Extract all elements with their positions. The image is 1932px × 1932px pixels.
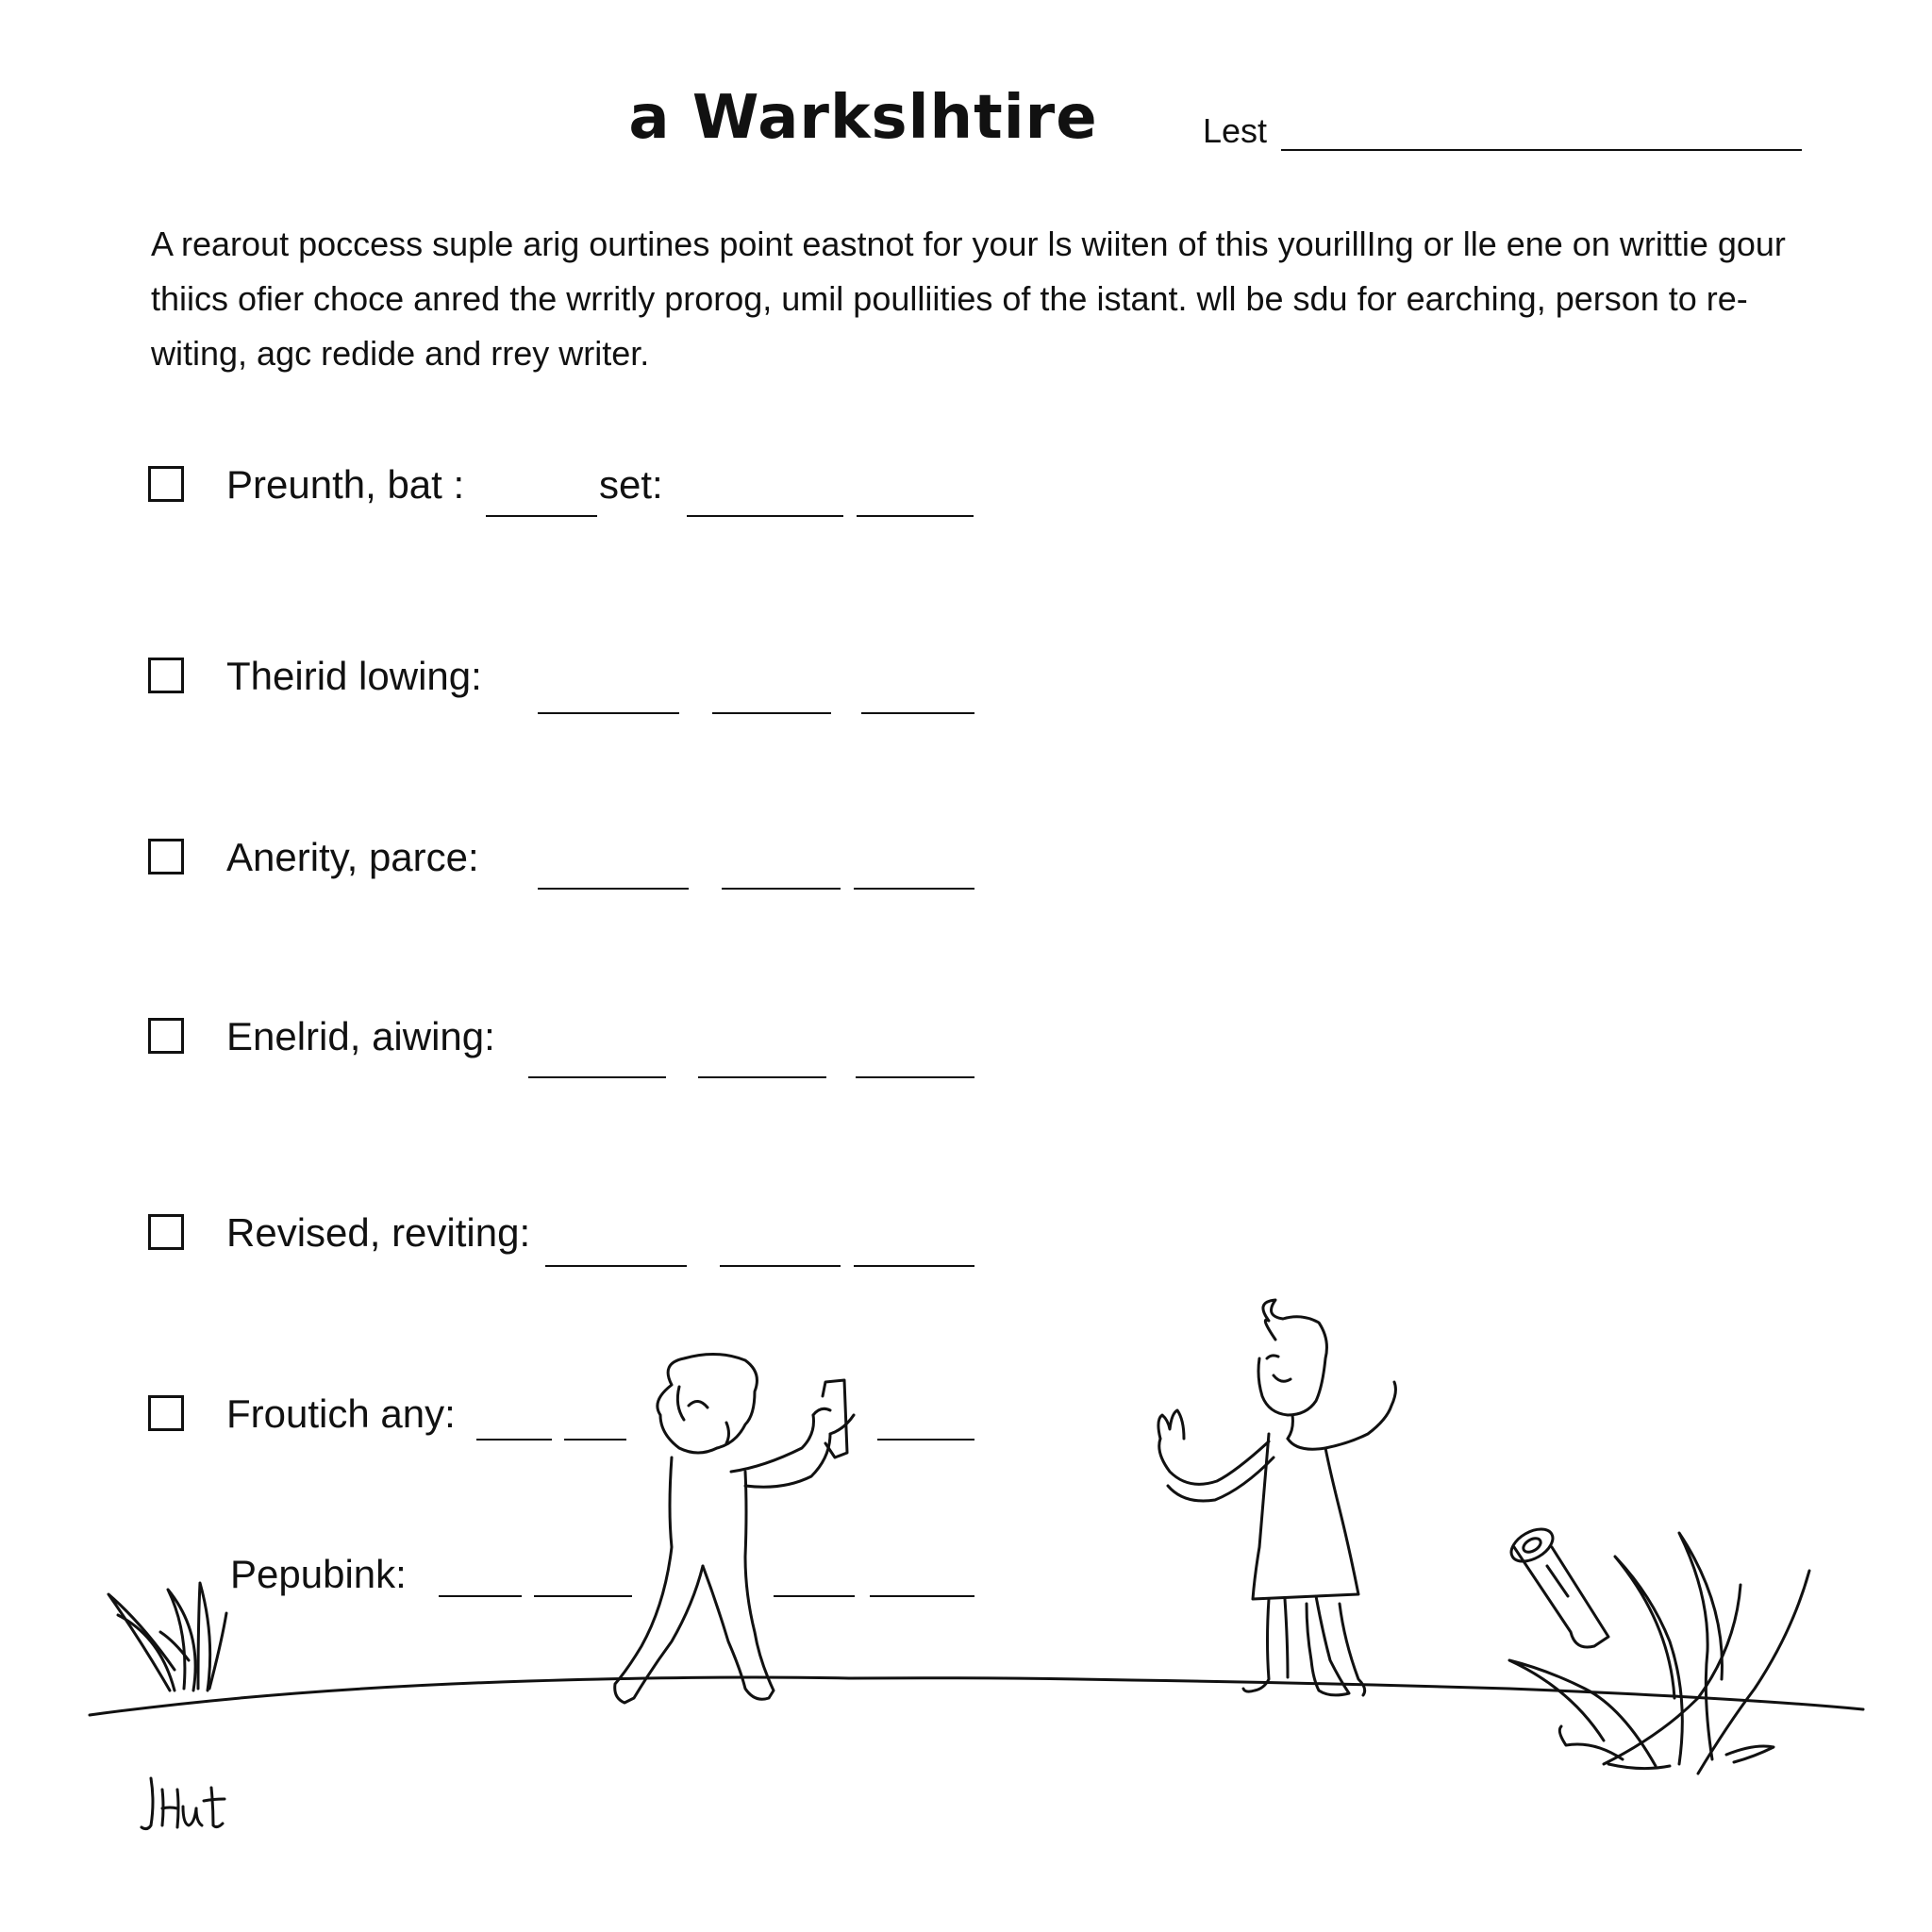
checklist-item — [0, 835, 1932, 910]
answer-blank[interactable] — [534, 1595, 632, 1597]
answer-blank[interactable] — [528, 1076, 666, 1078]
answer-blank[interactable] — [774, 1595, 855, 1597]
item-label: Anerity, parce: — [226, 835, 479, 879]
item-label: Pepubink: — [230, 1552, 407, 1596]
checklist-item — [0, 1210, 1932, 1286]
name-field-line[interactable] — [1281, 149, 1802, 151]
answer-blank[interactable] — [564, 1439, 626, 1441]
answer-blank[interactable] — [854, 888, 974, 890]
item-label: Enelrid, aiwing: — [226, 1014, 495, 1058]
answer-blank[interactable] — [877, 1439, 974, 1441]
checkbox[interactable] — [148, 1214, 184, 1250]
item-label: Preunth, bat : — [226, 462, 465, 507]
ground-line — [90, 1677, 1863, 1715]
checklist-item — [0, 462, 1932, 538]
answer-blank[interactable] — [854, 1265, 974, 1267]
answer-blank[interactable] — [687, 515, 843, 517]
page-title: a Warkslhtire — [628, 83, 1098, 153]
answer-blank[interactable] — [439, 1595, 522, 1597]
answer-blank[interactable] — [722, 888, 841, 890]
answer-blank[interactable] — [486, 515, 597, 517]
checklist-item — [0, 1014, 1932, 1090]
checkbox[interactable] — [148, 1395, 184, 1431]
answer-blank[interactable] — [856, 1076, 974, 1078]
checklist-item — [0, 654, 1932, 729]
name-label: Lest — [1203, 111, 1268, 150]
answer-blank[interactable] — [712, 712, 831, 714]
answer-blank[interactable] — [538, 888, 689, 890]
answer-blank[interactable] — [698, 1076, 826, 1078]
answer-blank[interactable] — [861, 712, 974, 714]
intro-paragraph: A rearout poccess suple arig ourtines point eastnot for your ls wiiten of this yourillIng or lle ene on writtie gour thiics ofier choce anred the wrritly prorog, umil poulliities of the istant. wll be sdu for earching, person to re-witing, agc redide and rrey writer. — [151, 225, 1786, 373]
signature — [134, 1769, 238, 1844]
checklist-item — [0, 1391, 1932, 1467]
answer-blank[interactable] — [476, 1439, 552, 1441]
checkbox[interactable] — [148, 466, 184, 502]
checklist-item — [0, 1552, 1932, 1627]
answer-blank[interactable] — [545, 1265, 687, 1267]
answer-blank[interactable] — [857, 515, 974, 517]
checkbox[interactable] — [148, 1018, 184, 1054]
answer-blank[interactable] — [870, 1595, 974, 1597]
answer-blank[interactable] — [720, 1265, 841, 1267]
item-label: Theirid lowing: — [226, 654, 482, 698]
checkbox[interactable] — [148, 839, 184, 874]
item-label: Revised, reviting: — [226, 1210, 531, 1255]
item-mid-label: set: — [599, 462, 663, 507]
checkbox[interactable] — [148, 658, 184, 693]
item-label: Froutich any: — [226, 1391, 456, 1436]
answer-blank[interactable] — [538, 712, 679, 714]
person-right-icon — [1158, 1300, 1396, 1695]
